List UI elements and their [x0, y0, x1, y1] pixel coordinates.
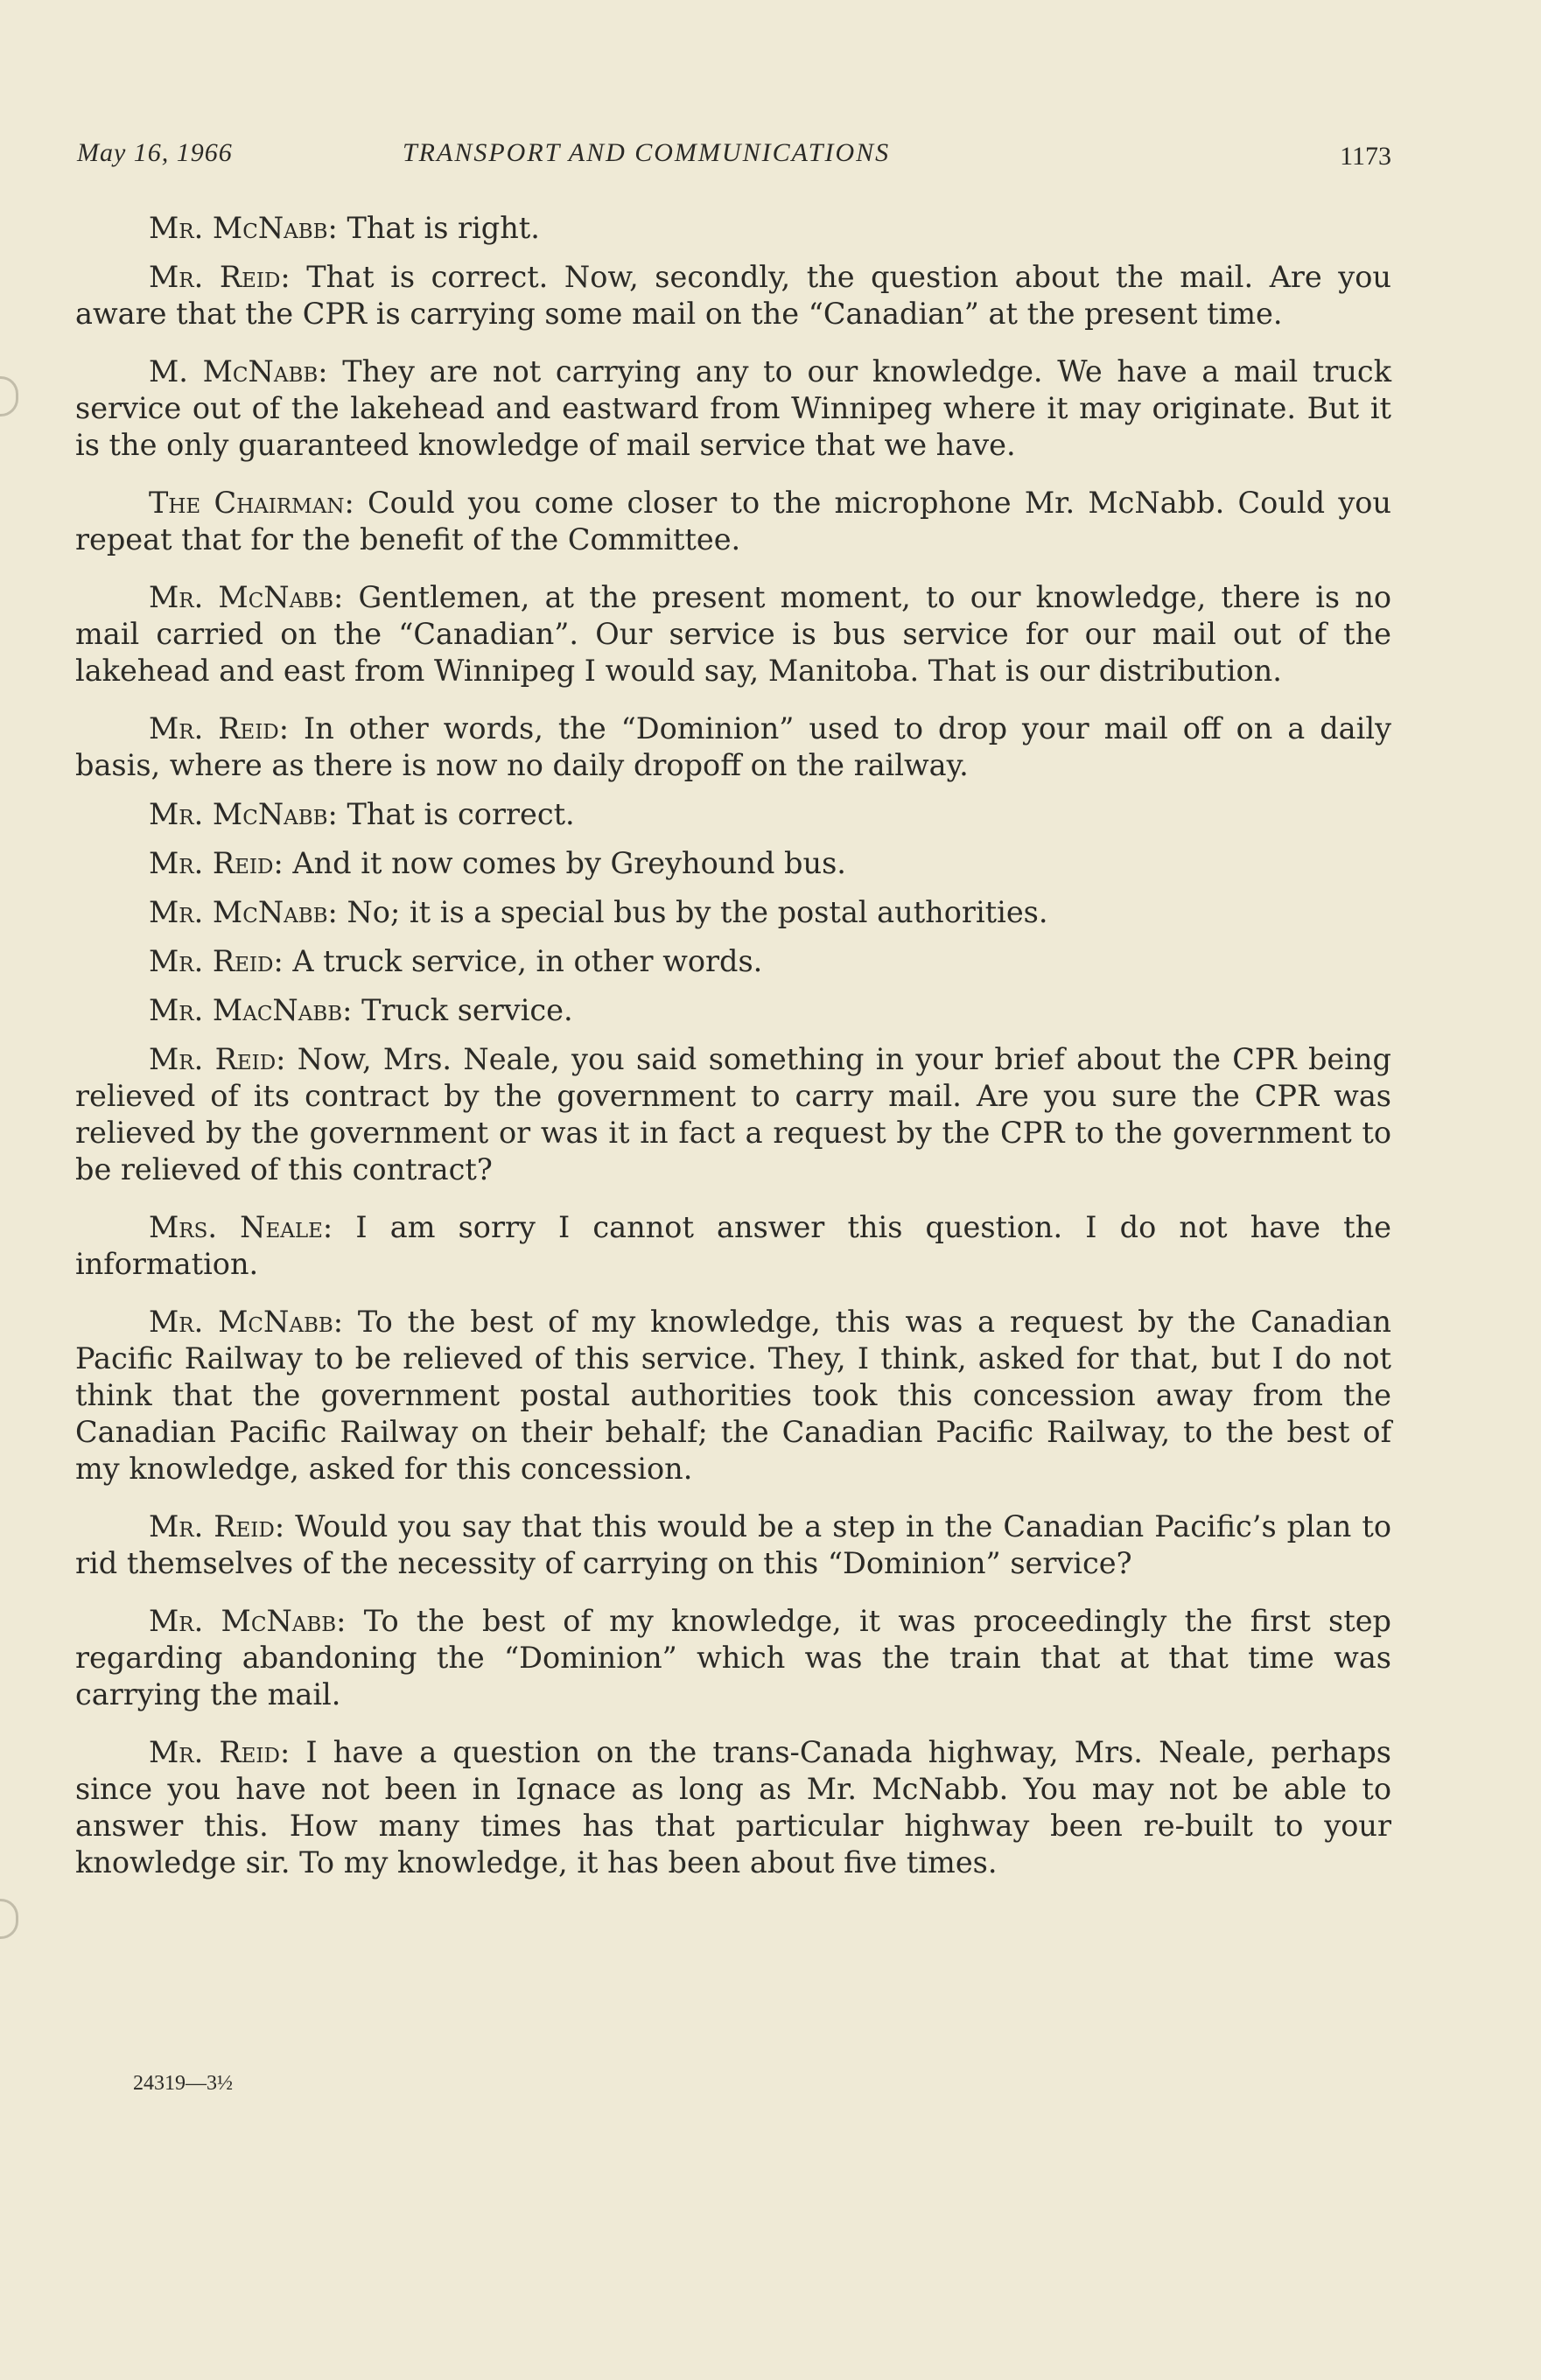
- transcript-paragraph: [75, 579, 1391, 690]
- speaker-label: Mrs. Neale:: [149, 1210, 333, 1244]
- transcript-paragraph: [75, 992, 1391, 1029]
- paragraph-text: Could you come closer to the microphone Mr. McNabb. Could you repeat that for the benefit of the Committee.: [75, 486, 1392, 556]
- paragraph-text: To the best of my knowledge, it was proceedingly the first step regarding abandoning the “Dominion” which was the train that at that time was carrying the mail.: [75, 1604, 1391, 1712]
- transcript-paragraph: [75, 1734, 1391, 1881]
- transcript-paragraph: [75, 796, 1391, 833]
- transcript-body: [75, 210, 1391, 1894]
- transcript-paragraph: [75, 1041, 1391, 1188]
- paragraph-text: Now, Mrs. Neale, you said something in your brief about the CPR being relieved of its contract by the government to carry mail. Are you sure the CPR was relieved by the government or was it in fact a request by the CPR to the government to be relieved of this contract?: [75, 1042, 1391, 1186]
- paragraph-text: That is right.: [337, 211, 540, 245]
- speaker-label: Mr. Reid:: [149, 711, 290, 746]
- transcript-paragraph: [75, 1209, 1391, 1283]
- paragraph-text: In other words, the “Dominion” used to drop your mail off on a daily basis, where as there is now no daily dropoff on the railway.: [75, 711, 1391, 782]
- transcript-paragraph: [75, 485, 1391, 558]
- paragraph-text: That is correct.: [337, 797, 575, 831]
- speaker-label: Mr. Reid:: [149, 1735, 291, 1769]
- paragraph-text: And it now comes by Greyhound bus.: [283, 846, 846, 880]
- paragraph-text: They are not carrying any to our knowledge. We have a mail truck service out of the lakehead and eastward from Winnipeg where it may originate. But it is the only guaranteed knowledge of mail service that we have.: [75, 354, 1391, 462]
- page-number: 1173: [1340, 142, 1391, 171]
- speaker-label: Mr. Reid:: [149, 846, 284, 880]
- binding-hole-mark: [0, 1899, 18, 1939]
- transcript-paragraph: [75, 259, 1391, 332]
- header-date: May 16, 1966: [77, 138, 233, 167]
- speaker-label: Mr. McNabb:: [149, 1604, 347, 1638]
- transcript-paragraph: [75, 845, 1391, 882]
- transcript-paragraph: [75, 1508, 1391, 1582]
- speaker-label: Mr. McNabb:: [149, 797, 338, 831]
- paragraph-text: Truck service.: [352, 993, 573, 1027]
- speaker-label: M. McNabb:: [149, 354, 328, 388]
- header-title: TRANSPORT AND COMMUNICATIONS: [403, 138, 891, 167]
- transcript-paragraph: [75, 894, 1391, 931]
- transcript-paragraph: [75, 210, 1391, 247]
- signature-footnote: 24319—3½: [133, 2072, 233, 2095]
- speaker-label: Mr. MacNabb:: [149, 993, 353, 1027]
- speaker-label: Mr. McNabb:: [149, 895, 338, 929]
- speaker-label: Mr. Reid:: [149, 1042, 286, 1076]
- speaker-label: The Chairman:: [149, 486, 354, 520]
- binding-hole-mark: [0, 376, 18, 416]
- speaker-label: Mr. Reid:: [149, 260, 291, 294]
- paragraph-text: Would you say that this would be a step in the Canadian Pacific’s plan to rid themselves of the necessity of carrying on this “Dominion” service?: [75, 1509, 1391, 1580]
- paragraph-text: I have a question on the trans-Canada highway, Mrs. Neale, perhaps since you have not been in Ignace as long as Mr. McNabb. You may not be able to answer this. How many times has that particular highway been re-built to your knowledge sir. To my knowledge, it has been about five times.: [75, 1735, 1392, 1880]
- speaker-label: Mr. Reid:: [149, 1509, 285, 1544]
- paragraph-text: I am sorry I cannot answer this question. I do not have the information.: [75, 1210, 1391, 1281]
- speaker-label: Mr. Reid:: [149, 944, 284, 978]
- transcript-paragraph: [75, 1304, 1391, 1488]
- transcript-paragraph: [75, 943, 1391, 980]
- transcript-paragraph: [75, 1603, 1391, 1713]
- paragraph-text: To the best of my knowledge, this was a request by the Canadian Pacific Railway to be relieved of this service. They, I think, asked for that, but I do not think that the government postal authorities took this concession away from the Canadian Pacific Railway on their behalf; the Canadian Pacific Railway, to the best of my knowledge, asked for this concession.: [75, 1305, 1391, 1486]
- speaker-label: Mr. McNabb:: [149, 211, 338, 245]
- paragraph-text: That is correct. Now, secondly, the question about the mail. Are you aware that the CPR is carrying some mail on the “Canadian” at the present time.: [75, 260, 1391, 331]
- paragraph-text: Gentlemen, at the present moment, to our knowledge, there is no mail carried on the “Canadian”. Our service is bus service for our mail out of the lakehead and east from Winnipeg I would say, Manitoba. That is our distribution.: [75, 580, 1391, 688]
- transcript-paragraph: [75, 710, 1391, 784]
- paragraph-text: A truck service, in other words.: [283, 944, 763, 978]
- speaker-label: Mr. McNabb:: [149, 1305, 344, 1339]
- transcript-paragraph: [75, 354, 1391, 464]
- paragraph-text: No; it is a special bus by the postal authorities.: [337, 895, 1048, 929]
- speaker-label: Mr. McNabb:: [149, 580, 344, 614]
- running-header: [77, 138, 1391, 182]
